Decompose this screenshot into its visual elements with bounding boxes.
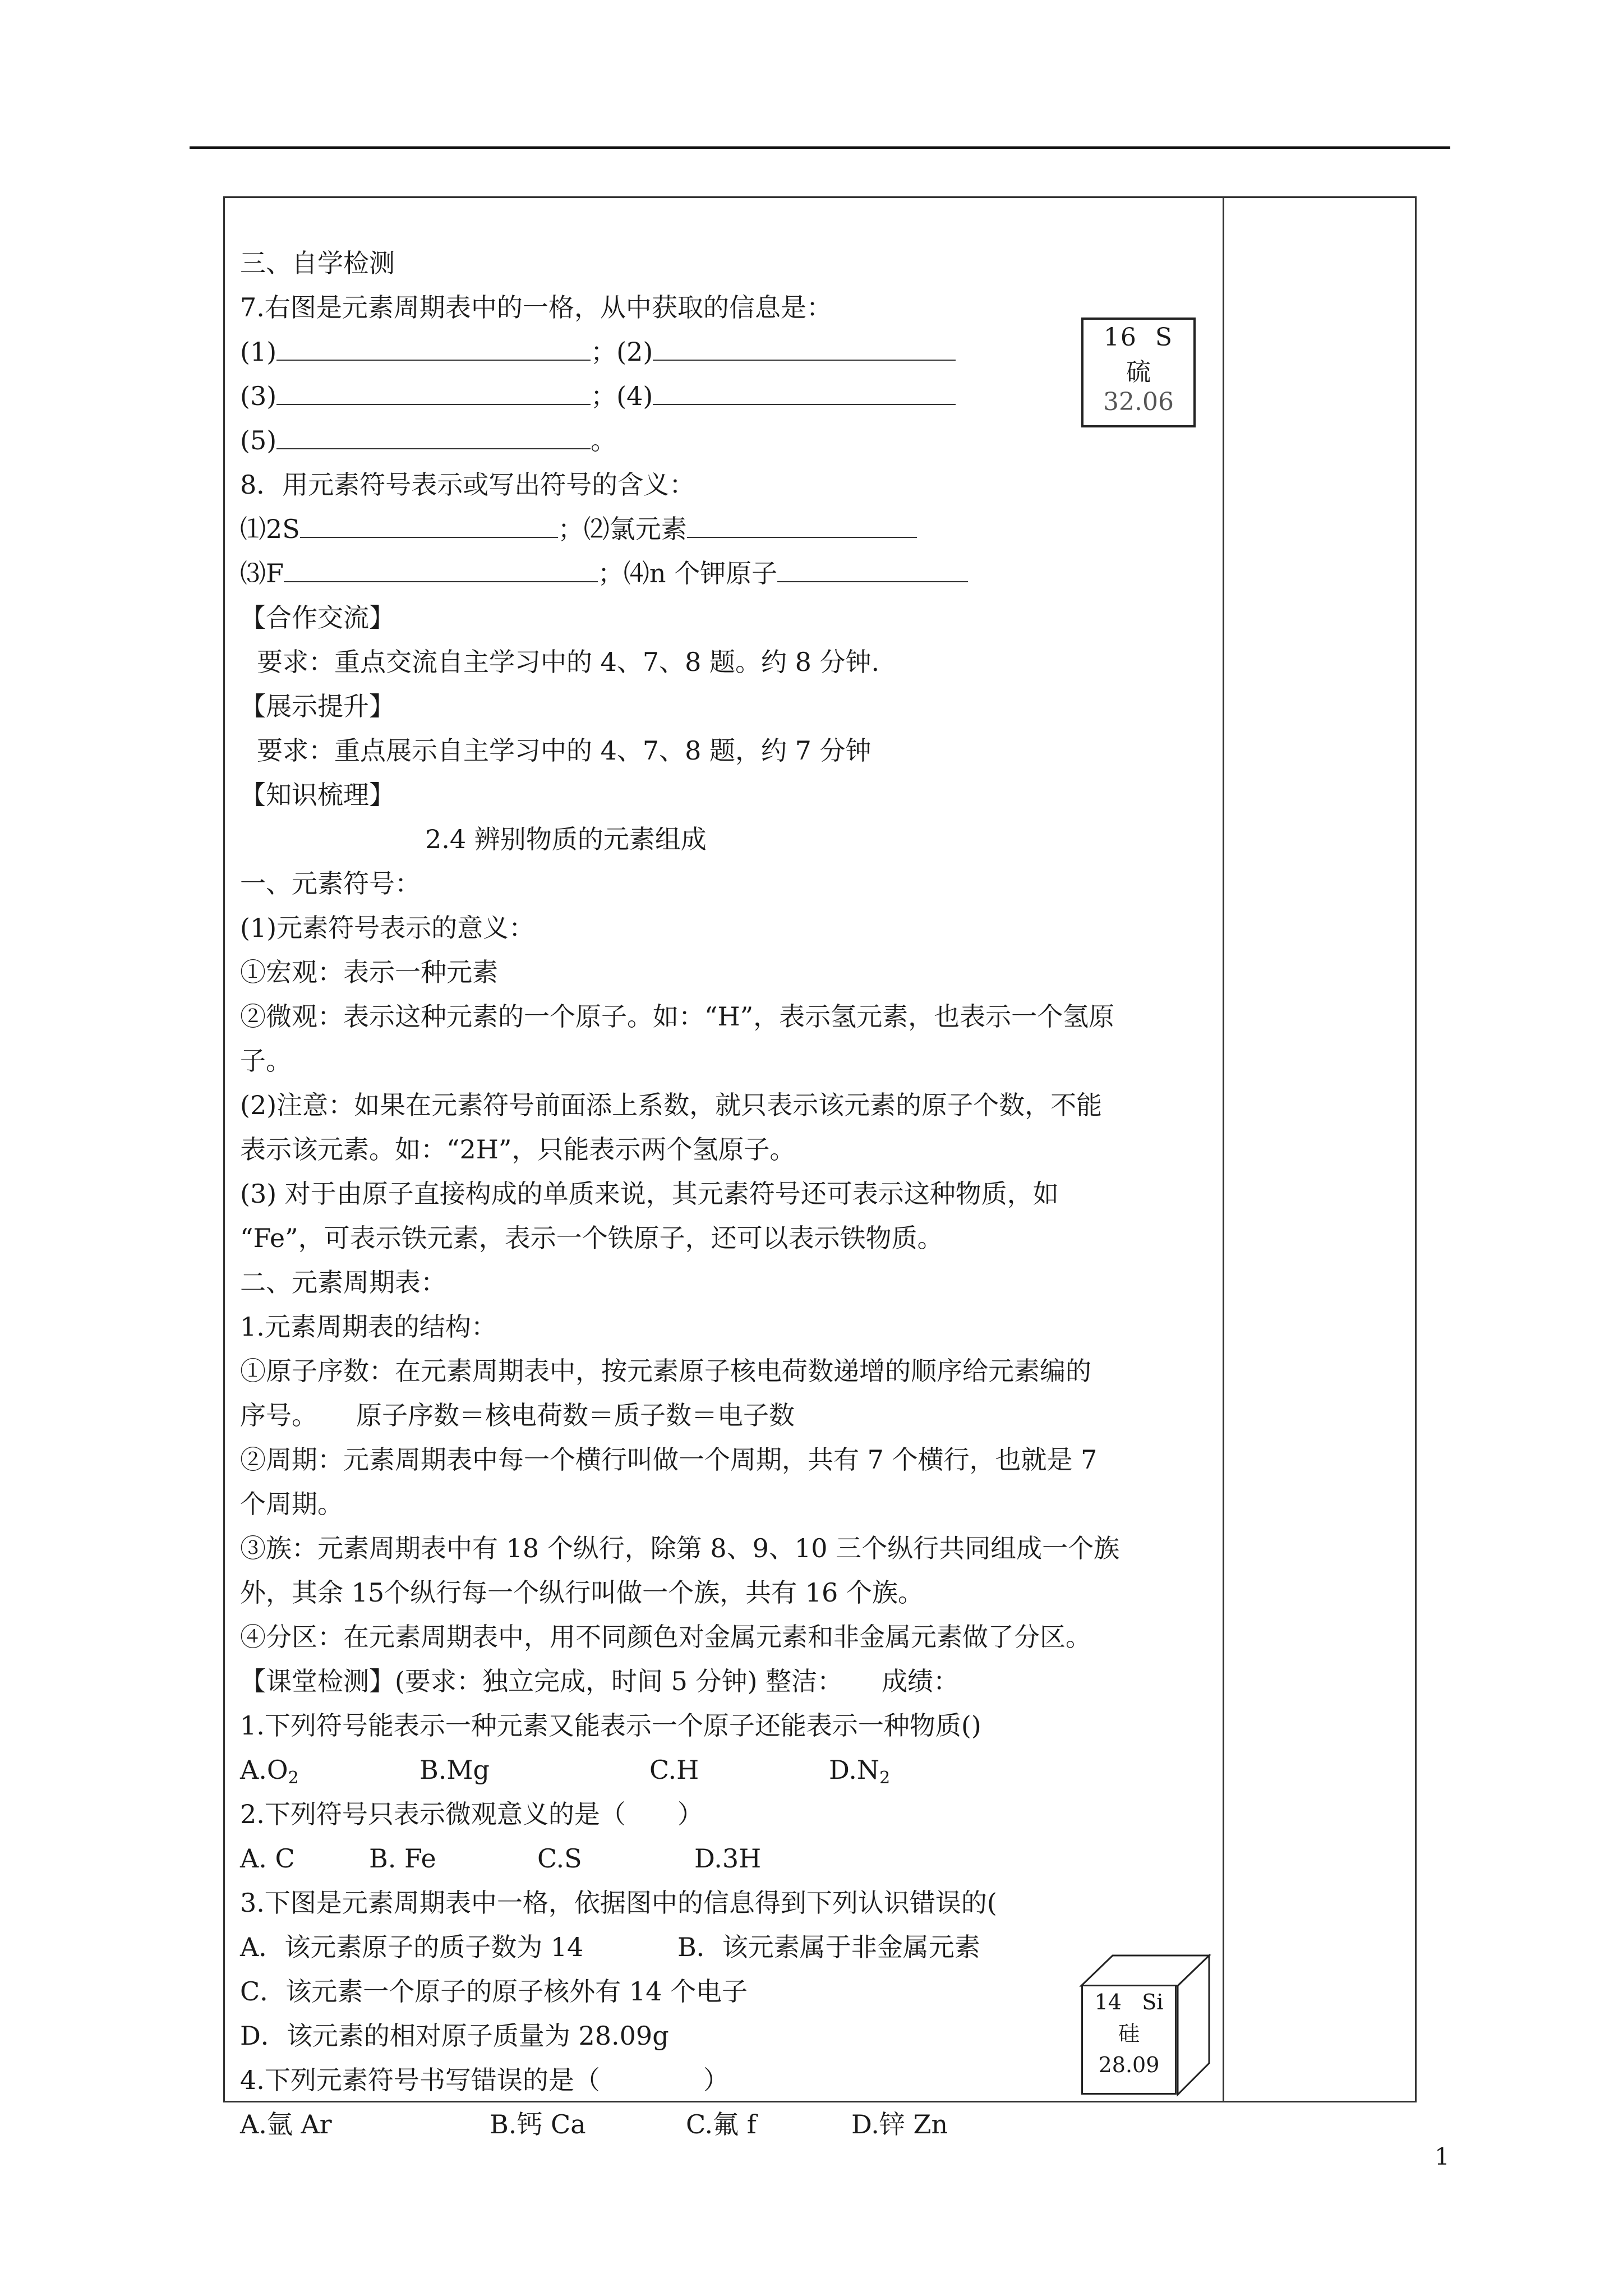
t4-option-a[interactable]: A.氩 Ar	[240, 2109, 332, 2139]
t1-option-b[interactable]: B.Mg	[419, 1755, 490, 1785]
answer-blank-8[interactable]	[284, 552, 598, 582]
si-cell-name: 硅	[1118, 2021, 1140, 2046]
show-requirement: 要求：重点展示自主学习中的 4、7、8 题，约 7 分钟	[257, 735, 872, 766]
q7-row-1: (1) ；(2)	[240, 330, 1221, 374]
answer-blank-2[interactable]	[653, 330, 956, 361]
t2-stem: 2.下列符号只表示微观意义的是（ ）	[240, 1799, 703, 1829]
answer-blank-9[interactable]	[777, 552, 968, 582]
answer-blank-3[interactable]	[276, 375, 591, 405]
si-cell-front	[1081, 1985, 1177, 2095]
k-group-a: ③族：元素周期表中有 18 个纵行，除第 8、9、10 三个纵行共同组成一个族	[240, 1533, 1120, 1563]
t3-option-b[interactable]: B．该元素属于非金属元素	[677, 1932, 980, 1962]
q7-row-2: (3) ；(4)	[240, 374, 1221, 418]
k-note-a: (2)注意：如果在元素符号前面添上系数，就只表示该元素的原子个数，不能	[240, 1090, 1103, 1120]
t1-stem: 1.下列符号能表示一种元素又能表示一个原子还能表示一种物质()	[240, 1710, 981, 1741]
k-p3-a: (3) 对于由原子直接构成的单质来说，其元素符号还可表示这种物质，如	[240, 1179, 1059, 1209]
t4-options	[240, 2102, 1221, 2147]
t3-option-c[interactable]: C．该元素一个原子的原子核外有 14 个电子	[240, 1976, 748, 2007]
k-section-1: 一、元素符号：	[240, 868, 421, 899]
t3-options-ab	[240, 1925, 1221, 1970]
q7-row-3: (5) 。	[240, 418, 1221, 463]
knowledge-header: 【知识梳理】	[240, 780, 395, 810]
t4-stem: 4.下列元素符号书写错误的是（ ）	[240, 2065, 729, 2095]
silicon-element-cell	[1079, 1953, 1214, 2099]
s-cell-mass: 32.06	[1103, 388, 1174, 416]
t2-option-c[interactable]: C.S	[537, 1843, 582, 1874]
t1-option-d[interactable]: $D.N_2$	[829, 1755, 891, 1788]
t4-option-c[interactable]: C.氟 f	[686, 2109, 757, 2139]
t2-option-b[interactable]: B. Fe	[369, 1843, 436, 1874]
coop-header: 【合作交流】	[240, 602, 395, 633]
sulfur-element-cell	[1081, 318, 1196, 427]
t2-options	[240, 1837, 1221, 1881]
answer-blank-6[interactable]	[300, 508, 558, 538]
s-cell-name: 硫	[1126, 358, 1151, 386]
section-title: 三、自学检测	[240, 248, 395, 278]
coop-requirement: 要求：重点交流自主学习中的 4、7、8 题。约 8 分钟.	[257, 647, 880, 677]
t3-option-a[interactable]: A．该元素原子的质子数为 14	[240, 1932, 584, 1962]
page-number: 1	[1435, 2143, 1450, 2170]
k-meaning: (1)元素符号表示的意义：	[240, 913, 535, 943]
q8-row-1: ⑴2S ；⑵氯元素	[240, 507, 1221, 551]
k-period-b: 个周期。	[240, 1489, 343, 1519]
show-header: 【展示提升】	[240, 691, 395, 721]
k-p3-b: “Fe”，可表示铁元素，表示一个铁原子，还可以表示铁物质。	[240, 1223, 943, 1253]
k-atomic-number-b: 序号。 原子序数＝核电荷数＝质子数＝电子数	[240, 1400, 795, 1430]
main-column	[240, 241, 1221, 2147]
k-zone: ④分区：在元素周期表中，用不同颜色对金属元素和非金属元素做了分区。	[240, 1622, 1091, 1652]
t1-option-a[interactable]: $A.O_2$	[240, 1755, 299, 1788]
si-cell-header: 14 Si	[1094, 1990, 1164, 2014]
header-rule	[190, 146, 1450, 149]
q8-stem: 8．用元素符号表示或写出符号的含义：	[240, 470, 695, 500]
t4-option-b[interactable]: B.钙 Ca	[490, 2109, 586, 2139]
t3-stem: 3.下图是元素周期表中一格，依据图中的信息得到下列认识错误的(	[240, 1888, 997, 1918]
column-divider	[1223, 196, 1224, 2102]
k-group-b: 外，其余 15个纵行每一个纵行叫做一个族，共有 16 个族。	[240, 1577, 924, 1608]
k-micro-a: ②微观：表示这种元素的一个原子。如：“H”，表示氢元素，也表示一个氢原	[240, 1001, 1115, 1032]
answer-blank-7[interactable]	[687, 508, 917, 538]
answer-blank-5[interactable]	[276, 419, 591, 449]
k-period-a: ②周期：元素周期表中每一个横行叫做一个周期，共有 7 个横行，也就是 7	[240, 1444, 1098, 1475]
k-atomic-number-a: ①原子序数：在元素周期表中，按元素原子核电荷数递增的顺序给元素编的	[240, 1356, 1091, 1386]
t1-options	[240, 1748, 1221, 1792]
k-section-2: 二、元素周期表：	[240, 1267, 446, 1297]
answer-blank-4[interactable]	[653, 375, 956, 405]
q8-row-2: ⑶F ；⑷n 个钾原子	[240, 551, 1221, 596]
si-cell-mass: 28.09	[1098, 2053, 1160, 2077]
s-cell-header: 16 S	[1103, 323, 1174, 352]
k-micro-b: 子。	[240, 1046, 292, 1076]
q7-stem: 7.右图是元素周期表中的一格，从中获取的信息是：	[240, 292, 832, 323]
k-macro: ①宏观：表示一种元素	[240, 957, 498, 987]
k-structure: 1.元素周期表的结构：	[240, 1312, 497, 1342]
answer-blank-1[interactable]	[276, 330, 591, 361]
t1-option-c[interactable]: C.H	[649, 1755, 699, 1785]
t2-option-d[interactable]: D.3H	[694, 1843, 762, 1874]
t3-option-d[interactable]: D．该元素的相对原子质量为 28.09g	[240, 2021, 669, 2051]
test-header: 【课堂检测】(要求：独立完成，时间 5 分钟) 整洁： 成绩：	[240, 1666, 960, 1696]
t4-option-d[interactable]: D.锌 Zn	[851, 2109, 948, 2139]
t2-option-a[interactable]: A. C	[240, 1843, 295, 1874]
k-note-b: 表示该元素。如：“2H”，只能表示两个氢原子。	[240, 1134, 796, 1165]
knowledge-title: 2.4 辨别物质的元素组成	[425, 824, 707, 854]
